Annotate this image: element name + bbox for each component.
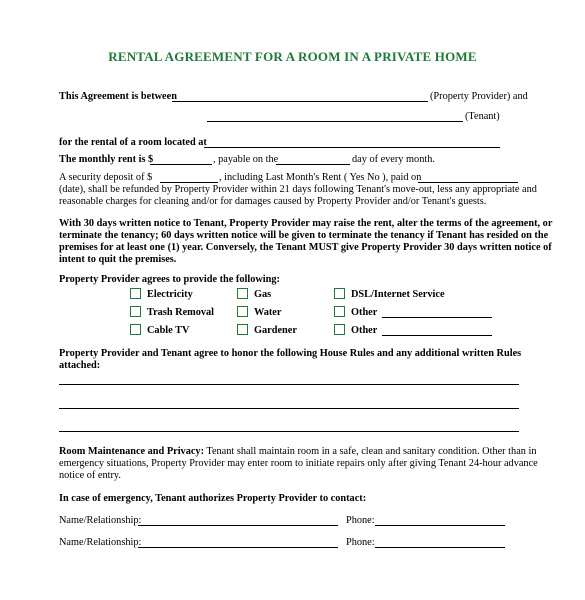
rent-label: The monthly rent is $	[59, 154, 154, 165]
deposit-date-field[interactable]	[418, 182, 518, 183]
other-field-2[interactable]	[382, 335, 492, 336]
rental-address-field[interactable]	[204, 147, 500, 148]
tenant-name-field[interactable]	[207, 121, 463, 122]
house-rules-line-field-3[interactable]	[59, 431, 519, 432]
deposit-label: A security deposit of $	[59, 172, 153, 183]
rent-payable-label: , payable on the	[213, 154, 279, 165]
other-checkbox-2[interactable]	[334, 324, 345, 335]
other-label-2: Other	[351, 325, 378, 336]
provider-name-field[interactable]	[172, 101, 428, 102]
notice-line-2: terminate the tenancy; 60 days written notice will be given to terminate the tenancy if Tenant has resided on the	[59, 230, 549, 241]
cable-tv-checkbox[interactable]	[130, 324, 141, 335]
electricity-checkbox[interactable]	[130, 288, 141, 299]
name-relationship-field-2[interactable]	[138, 547, 338, 548]
other-label-1: Other	[351, 307, 378, 318]
maintenance-line-2: emergency situations, Property Provider may enter room to initiate repairs only after giving Tenant 24-hour advance	[59, 458, 538, 469]
house-rules-line-field-2[interactable]	[59, 408, 519, 409]
dsl-internet-label: DSL/Internet Service	[351, 289, 445, 300]
rent-day-field[interactable]	[276, 164, 350, 165]
deposit-terms: , including Last Month's Rent ( Yes No ), paid on	[219, 172, 422, 183]
name-relationship-label-2: Name/Relationship:	[59, 537, 142, 548]
gardener-checkbox[interactable]	[237, 324, 248, 335]
maintenance-line-1	[59, 446, 537, 458]
phone-field-1[interactable]	[375, 525, 505, 526]
trash-removal-checkbox[interactable]	[130, 306, 141, 317]
gas-label: Gas	[254, 289, 272, 300]
other-field-1[interactable]	[382, 317, 492, 318]
trash-removal-label: Trash Removal	[147, 307, 215, 318]
rent-day-label: day of every month.	[352, 154, 435, 165]
name-relationship-field-1[interactable]	[138, 525, 338, 526]
house-rules-line-1: Property Provider and Tenant agree to honor the following House Rules and any additional written Rules	[59, 348, 522, 359]
phone-label-2: Phone:	[346, 537, 375, 548]
name-relationship-label-1: Name/Relationship:	[59, 515, 142, 526]
maintenance-line-3: notice of entry.	[59, 470, 121, 481]
deposit-line-3: reasonable charges for cleaning and/or for damages caused by Property Provider and/or Tenant's guests.	[59, 196, 487, 207]
tenant-label: (Tenant)	[465, 111, 500, 122]
house-rules-line-2: attached:	[59, 360, 101, 371]
notice-line-4: intent to quit the premises.	[59, 254, 177, 265]
deposit-line-2: (date), shall be refunded by Property Provider within 21 days following Tenant's move-out, less any appropriate and	[59, 184, 537, 195]
maintenance-text-1: Tenant shall maintain room in a safe, clean and sanitary condition. Other than in	[204, 446, 537, 457]
rental-location-label: for the rental of a room located at	[59, 137, 207, 148]
cable-tv-label: Cable TV	[147, 325, 190, 336]
phone-field-2[interactable]	[375, 547, 505, 548]
water-checkbox[interactable]	[237, 306, 248, 317]
deposit-amount-field[interactable]	[160, 182, 218, 183]
gardener-label: Gardener	[254, 325, 297, 336]
provider-label: (Property Provider) and	[430, 91, 528, 102]
provides-heading: Property Provider agrees to provide the following:	[59, 274, 280, 285]
agreement-prefix: This Agreement is between	[59, 91, 177, 102]
electricity-label: Electricity	[147, 289, 193, 300]
rent-amount-field[interactable]	[150, 164, 212, 165]
document-title: RENTAL AGREEMENT FOR A ROOM IN A PRIVATE HOME	[108, 49, 477, 64]
phone-label-1: Phone:	[346, 515, 375, 526]
other-checkbox-1[interactable]	[334, 306, 345, 317]
emergency-heading: In case of emergency, Tenant authorizes Property Provider to contact:	[59, 493, 367, 504]
notice-line-3: premises for at least one (1) year. Conversely, the Tenant MUST give Property Provider 30 days written notice of	[59, 242, 552, 253]
gas-checkbox[interactable]	[237, 288, 248, 299]
dsl-internet-checkbox[interactable]	[334, 288, 345, 299]
water-label: Water	[254, 307, 282, 318]
maintenance-heading: Room Maintenance and Privacy:	[59, 446, 204, 457]
house-rules-line-field-1[interactable]	[59, 384, 519, 385]
notice-line-1: With 30 days written notice to Tenant, Property Provider may raise the rent, alter the terms of the agreement, or	[59, 218, 553, 229]
